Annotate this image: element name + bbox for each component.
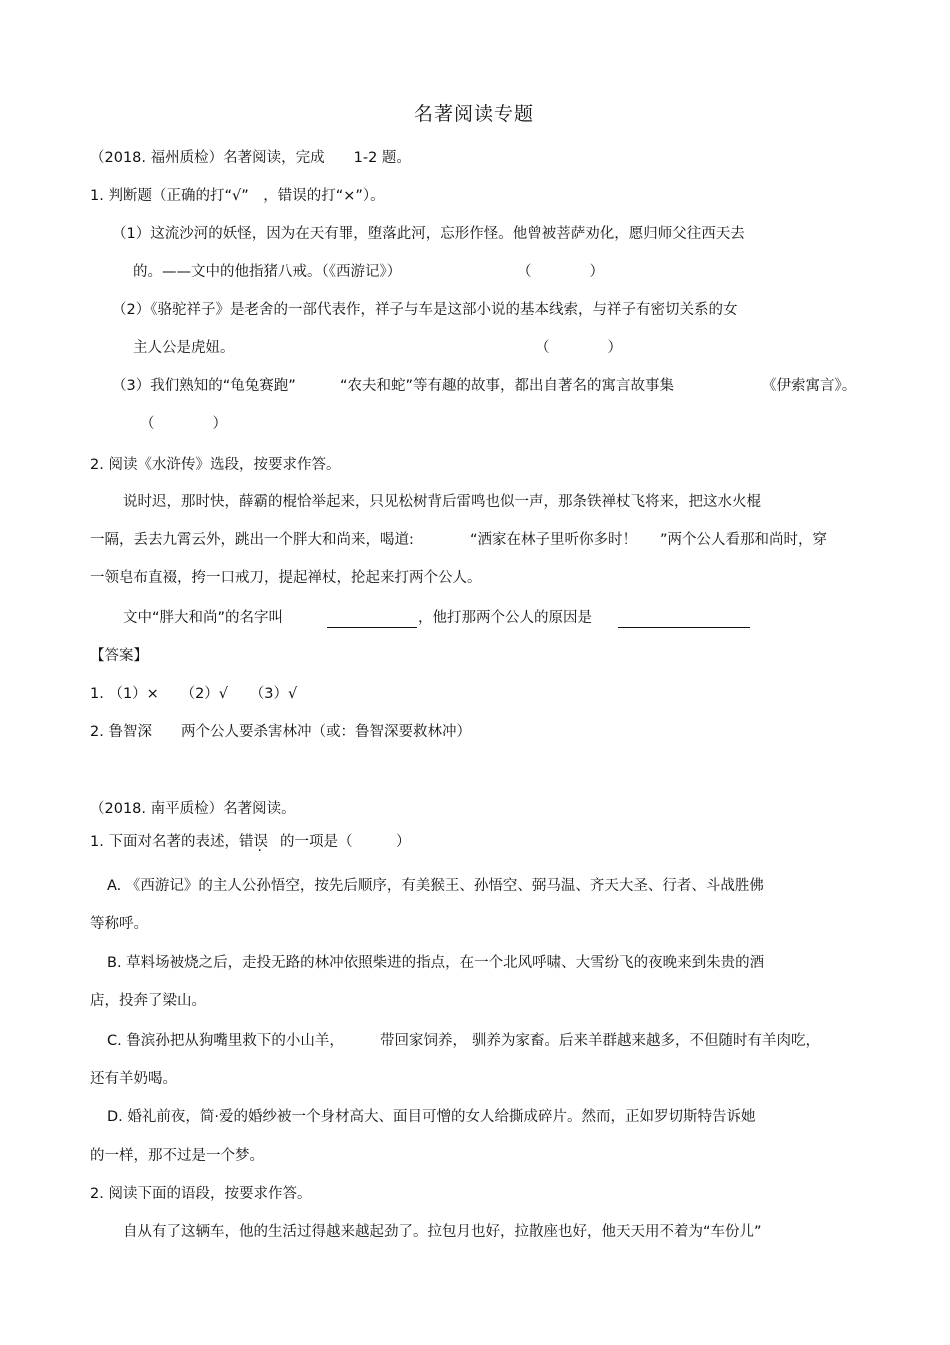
- section1-header: （2018. 福州质检）名著阅读，完成 1-2 题。: [90, 150, 411, 166]
- q2-question-part1: 文中“胖大和尚”的名字叫: [123, 610, 284, 626]
- section2-header: （2018. 南平质检）名著阅读。: [90, 801, 296, 817]
- option-c-line1a[interactable]: C. 鲁滨孙把从狗嘴里救下的小山羊，: [107, 1033, 344, 1049]
- q1-stem: 1. 判断题（正确的打“√” ，错误的打“×”）。: [90, 188, 385, 204]
- answer-2: 2. 鲁智深 两个公人要杀害林冲（或：鲁智深要救林冲）: [90, 724, 471, 740]
- q1-item1-line1: （1）这流沙河的妖怪，因为在天有罪，堕落此河，忘形作怪。他曾被菩萨劝化，愿归师父往西天去: [112, 226, 745, 242]
- q1-item2-answer-paren[interactable]: （ ）: [535, 340, 622, 356]
- q1-item2-line1: （2）《骆驼祥子》是老舍的一部代表作，祥子与车是这部小说的基本线索，与祥子有密切关系的女: [112, 302, 738, 318]
- q2-reason-blank[interactable]: [618, 608, 750, 628]
- answer-header: 【答案】: [90, 648, 148, 664]
- answer-1: 1. （1）× （2）√ （3）√: [90, 686, 298, 702]
- q2-name-blank[interactable]: [327, 608, 417, 628]
- q2-passage-line2c: ”两个公人看那和尚时，穿: [660, 532, 828, 548]
- s2-q1-stem-part2: 的一项是（ ）: [279, 834, 411, 850]
- q1-item3-part2: “农夫和蛇”等有趣的故事，都出自著名的寓言故事集: [340, 378, 675, 394]
- q1-item2-line2: 主人公是虎妞。: [133, 340, 235, 356]
- option-b-line1[interactable]: B. 草料场被烧之后，走投无路的林冲依照柴进的指点，在一个北风呼啸、大雪纷飞的夜晚来到朱贵的酒: [107, 955, 765, 971]
- q2-passage-line2b: “洒家在林子里听你多时！: [470, 532, 638, 548]
- option-d-line2: 的一样，那不过是一个梦。: [90, 1148, 264, 1164]
- option-c-line2: 还有羊奶喝。: [90, 1071, 177, 1087]
- s2-q1-stem: [90, 832, 410, 852]
- q2-passage-line3: 一领皂布直裰，挎一口戒刀，提起禅杖，抡起来打两个公人。: [90, 570, 482, 586]
- q2-passage-line2a: 一隔，丢去九霄云外，跳出一个胖大和尚来，喝道:: [90, 532, 414, 548]
- emphasis-dot-char: 误: [253, 834, 268, 850]
- option-a-line2: 等称呼。: [90, 916, 148, 932]
- q1-item3-part3: 《伊索寓言》。: [762, 378, 857, 394]
- option-c-line1b: 带回家饲养，: [380, 1033, 467, 1049]
- option-c-line1c: 驯养为家畜。后来羊群越来越多，不但随时有羊肉吃，: [472, 1033, 820, 1049]
- page-title: 名著阅读专题: [414, 103, 535, 125]
- option-b-line2: 店，投奔了梁山。: [90, 993, 206, 1009]
- q2-passage-line1: 说时迟，那时快，薛霸的棍恰举起来，只见松树背后雷鸣也似一声，那条铁禅杖飞将来，把这水火棍: [123, 494, 761, 510]
- option-a-line1[interactable]: A. 《西游记》的主人公孙悟空，按先后顺序，有美猴王、孙悟空、弼马温、齐天大圣、行者、斗战胜佛: [107, 878, 764, 894]
- q2-question-part2: ，他打那两个公人的原因是: [418, 610, 592, 626]
- s2-q1-stem-part1: 1. 下面对名著的表述，错: [90, 834, 254, 850]
- q2-stem: 2. 阅读《水浒传》选段，按要求作答。: [90, 457, 341, 473]
- q1-item1-answer-paren[interactable]: （ ）: [517, 264, 604, 280]
- q1-item3-part1: （3）我们熟知的“龟兔赛跑”: [112, 378, 296, 394]
- s2-q2-stem: 2. 阅读下面的语段，按要求作答。: [90, 1186, 312, 1202]
- option-d-line1[interactable]: D. 婚礼前夜，简·爱的婚纱被一个身材高大、面目可憎的女人给撕成碎片。然而，正如罗切斯特告诉她: [107, 1109, 756, 1125]
- q1-item3-answer-paren[interactable]: （ ）: [140, 416, 227, 432]
- s2-q2-passage-line1: 自从有了这辆车，他的生活过得越来越起劲了。拉包月也好，拉散座也好，他天天用不着为“车份儿”: [123, 1224, 762, 1240]
- q1-item1-line2: 的。——文中的他指猪八戒。（《西游记》）: [133, 264, 402, 280]
